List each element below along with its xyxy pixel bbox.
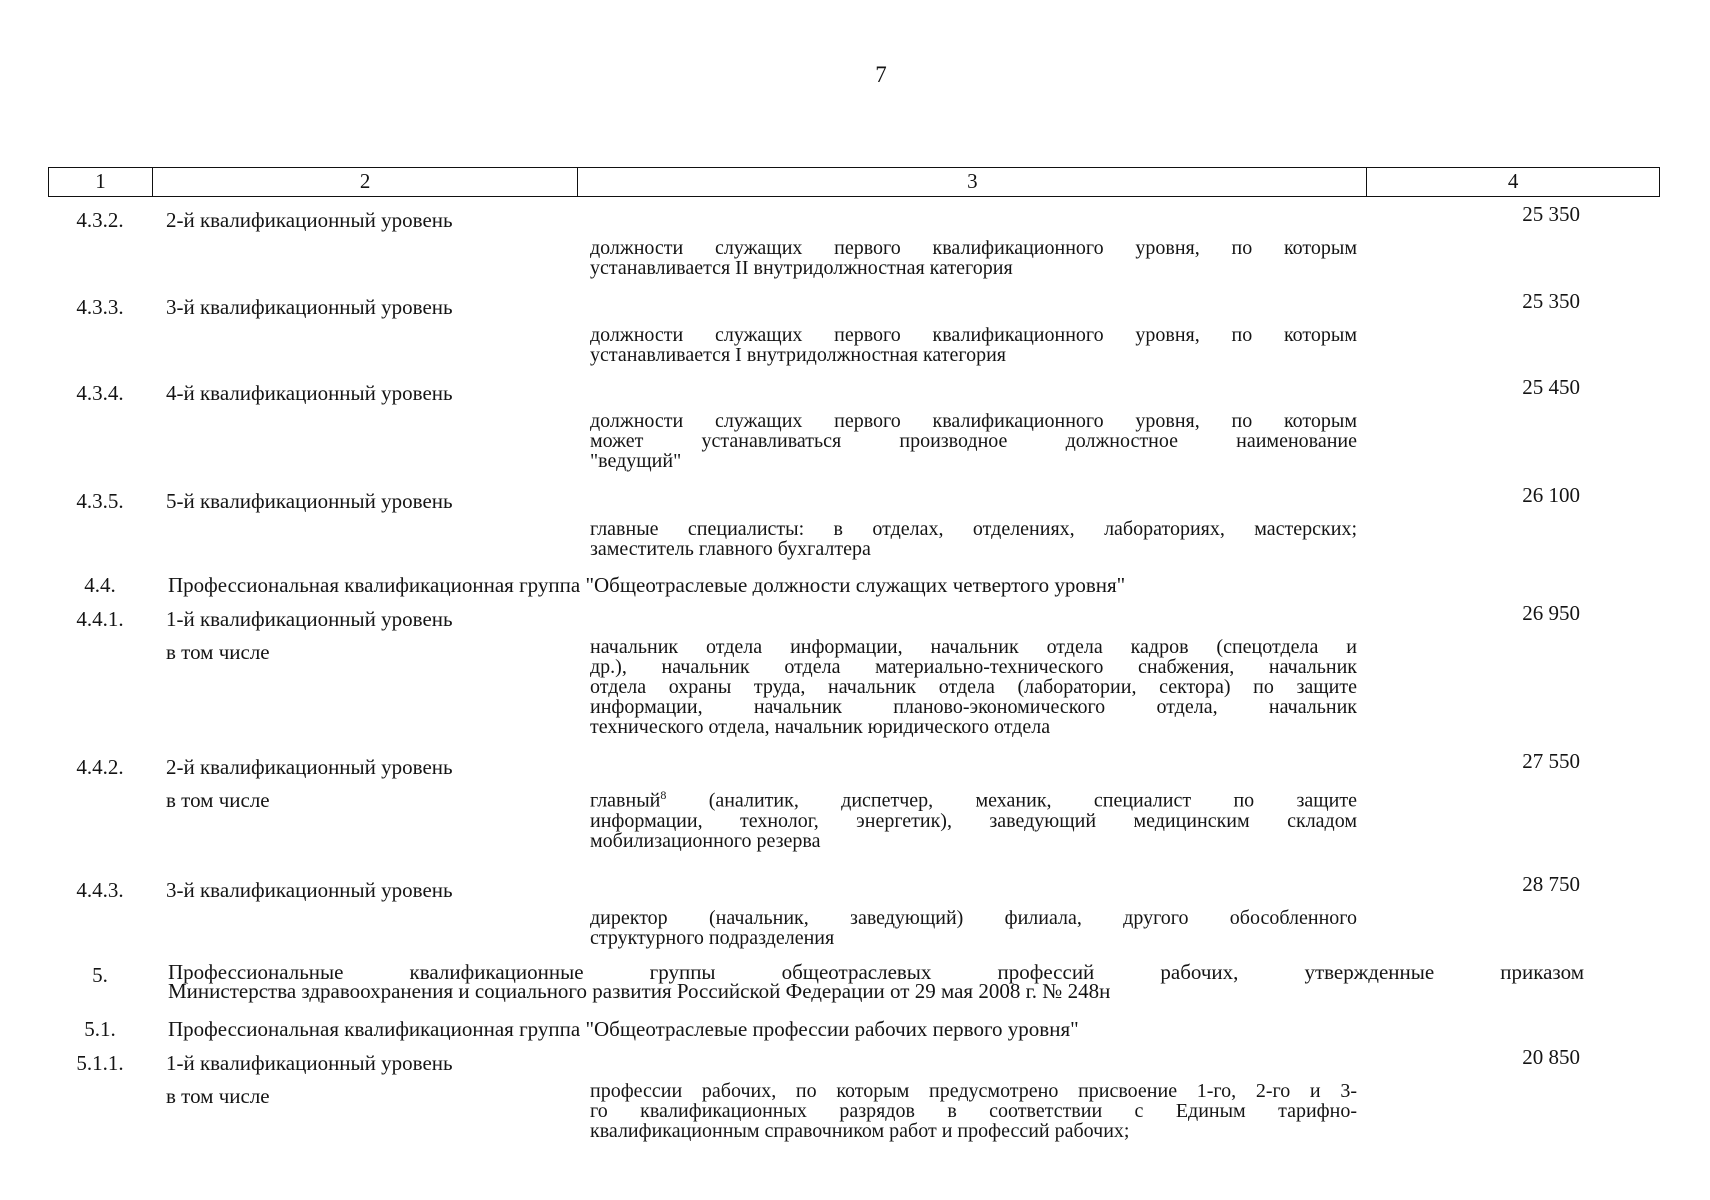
row-value: 25 450 (1522, 375, 1580, 399)
page-number: 7 (875, 62, 887, 87)
row-sub: в том числе (166, 788, 270, 812)
desc-line: го квалификационных разрядов в соответствии с Единым тарифно- (590, 1100, 1357, 1122)
row-level: 5-й квалификационный уровень (166, 489, 453, 513)
desc-line: главные специалисты: в отделах, отделениях, лабораториях, мастерских; (590, 518, 1357, 540)
row-number: 4.4.3. (76, 878, 124, 902)
row-number: 5.1.1. (76, 1051, 124, 1075)
desc-line: мобилизационного резерва (590, 829, 821, 852)
header-col-4: 4 (1507, 169, 1519, 193)
desc-line: информации, начальник планово-экономического отдела, начальник (590, 696, 1357, 718)
row-number: 5. (92, 963, 108, 987)
desc-line: может устанавливаться производное должностное наименование (590, 430, 1357, 452)
group-title-line: Министерства здравоохранения и социального развития Российской Федерации от 29 мая 2008 г. № 248н (168, 979, 1111, 1003)
row-description (590, 785, 1357, 851)
row-description (590, 908, 1357, 948)
desc-line: квалификационным справочником работ и профессий рабочих; (590, 1120, 1130, 1142)
group-title (168, 960, 1584, 1003)
desc-lead-word: главный (590, 789, 661, 812)
row-value: 27 550 (1522, 749, 1580, 773)
desc-line: начальник отдела информации, начальник отдела кадров (спецотдела и (590, 636, 1357, 658)
footnote-mark: 8 (660, 788, 667, 802)
header-col-3: 3 (578, 168, 1367, 196)
group-title-line: Профессиональные квалификационные группы общеотраслевых профессий рабочих, утвержденные приказом (168, 960, 1584, 984)
header-col-2: 2 (153, 168, 578, 196)
row-description (590, 238, 1357, 278)
desc-line: должности служащих первого квалификационного уровня, по которым (590, 237, 1357, 259)
desc-line: устанавливается II внутридолжностная категория (590, 257, 1013, 279)
row-sub: в том числе (166, 1084, 270, 1108)
row-number: 4.4. (84, 573, 116, 597)
desc-line: устанавливается I внутридолжностная категория (590, 344, 1006, 366)
row-description (590, 1081, 1357, 1141)
row-sub: в том числе (166, 640, 270, 664)
row-number: 4.3.2. (76, 208, 124, 232)
desc-line: др.), начальник отдела материально-технического снабжения, начальник (590, 656, 1357, 678)
row-description (590, 519, 1357, 559)
row-value: 28 750 (1522, 872, 1580, 896)
row-number: 4.4.1. (76, 607, 124, 631)
row-level: 1-й квалификационный уровень (166, 607, 453, 631)
table-header (48, 167, 1660, 197)
group-title: Профессиональная квалификационная группа "Общеотраслевые должности служащих четвертого уровня" (168, 573, 1126, 597)
row-description (590, 411, 1357, 471)
row-level: 4-й квалификационный уровень (166, 381, 453, 405)
desc-line-rest: (аналитик, диспетчер, механик, специалист по защите (666, 789, 1357, 812)
desc-line: структурного подразделения (590, 927, 835, 949)
row-level: 2-й квалификационный уровень (166, 755, 453, 779)
desc-line: отдела охраны труда, начальник отдела (лаборатории, сектора) по защите (590, 676, 1357, 698)
desc-line: директор (начальник, заведующий) филиала, другого обособленного (590, 907, 1357, 929)
row-description (590, 637, 1357, 737)
desc-line: технического отдела, начальник юридического отдела (590, 716, 1051, 738)
row-value: 20 850 (1522, 1045, 1580, 1069)
row-level: 1-й квалификационный уровень (166, 1051, 453, 1075)
row-level: 2-й квалификационный уровень (166, 208, 453, 232)
row-value: 26 100 (1522, 483, 1580, 507)
row-number: 4.4.2. (76, 755, 124, 779)
row-number: 4.3.4. (76, 381, 124, 405)
row-value: 25 350 (1522, 202, 1580, 226)
row-value: 26 950 (1522, 601, 1580, 625)
header-col-1: 1 (49, 168, 153, 196)
desc-line (590, 785, 1357, 811)
desc-line: должности служащих первого квалификационного уровня, по которым (590, 410, 1357, 432)
group-title: Профессиональная квалификационная группа "Общеотраслевые профессии рабочих первого уровня" (168, 1017, 1079, 1041)
desc-line: информации, технолог, энергетик), заведующий медицинским складом (590, 809, 1357, 832)
row-level: 3-й квалификационный уровень (166, 295, 453, 319)
row-number: 5.1. (84, 1017, 116, 1041)
row-description (590, 325, 1357, 365)
row-value: 25 350 (1522, 289, 1580, 313)
row-number: 4.3.5. (76, 489, 124, 513)
desc-line: профессии рабочих, по которым предусмотрено присвоение 1-го, 2-го и 3- (590, 1080, 1357, 1102)
row-number: 4.3.3. (76, 295, 124, 319)
row-level: 3-й квалификационный уровень (166, 878, 453, 902)
desc-line: заместитель главного бухгалтера (590, 538, 871, 560)
desc-line: "ведущий" (590, 450, 682, 472)
desc-line: должности служащих первого квалификационного уровня, по которым (590, 324, 1357, 346)
